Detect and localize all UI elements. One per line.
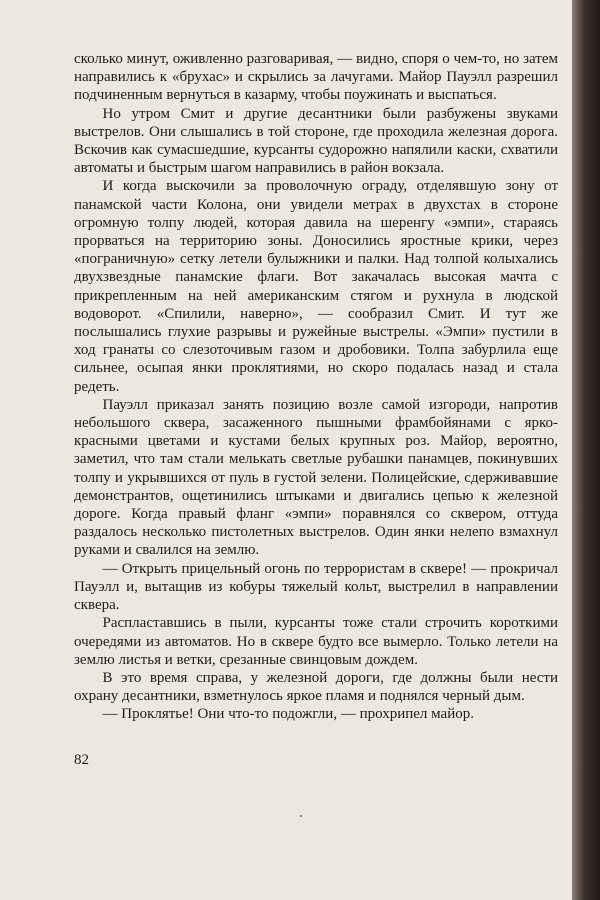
paragraph: И когда выскочили за проволочную ограду, отделявшую зону от панамской части Колона, они увидели метрах в двухстах в стороне огромную толпу людей, которая давила на шеренгу «эмпи», стараясь прорваться на территорию зоны. Доносились яростные крики, через «пограничную» сетку летели булыжники и палки. Над толпой колыхались двухзвездные панамские флаги. Вот закачалась высокая мачта с прикрепленным на ней американским стягом и рухнула в людской водоворот. «Спилили, наверно», — сообразил Смит. И тут же послышались глухие разрывы и ружейные выстрелы. «Эмпи» пустили в ход гранаты со слезоточивым газом и дробовики. Толпа забурлила еще сильнее, осыпая янки проклятиями, но скоро подалась назад и стала редеть. xyxy=(74,178,558,395)
paragraph: Пауэлл приказал занять позицию возле самой изгороди, напротив небольшого сквера, засаженного пышными фрамбойянами с ярко-красными цветами и кустами белых крупных роз. Майор, вероятно, заметил, что там стали мелькать светлые рубашки панамцев, покинувших толпу и укрывшихся от пуль в густой зелени. Полицейские, сдерживавшие демонстрантов, ощетинились штыками и двигались цепью к железной дороге. Когда правый фланг «эмпи» поравнялся со сквером, оттуда раздалось несколько пистолетных выстрелов. Один янки нелепо взмахнул руками и свалился на землю. xyxy=(74,396,558,559)
paragraph: Распластавшись в пыли, курсанты тоже стали строчить короткими очередями из автоматов. Но в сквере будто все вымерло. Только летели на землю листья и ветки, срезанные свинцовым дождем. xyxy=(74,615,558,668)
book-spine xyxy=(572,0,600,900)
paragraph: В это время справа, у железной дороги, где должны были нести охрану десантники, взметнулось яркое пламя и поднялся черный дым. xyxy=(74,669,558,705)
paragraph: — Открыть прицельный огонь по террористам в сквере! — прокричал Пауэлл и, вытащив из кобуры тяжелый кольт, выстрелил в направлении сквера. xyxy=(74,560,558,614)
paper-speck xyxy=(300,815,302,817)
paragraph: — Проклятье! Они что-то подожгли, — прохрипел майор. xyxy=(102,706,474,723)
body-text xyxy=(74,50,558,724)
page-number: 82 xyxy=(74,752,89,768)
paragraph: сколько минут, оживленно разговаривая, — видно, споря о чем-то, но затем направились к «брухас» и скрылись за лачугами. Майор Пауэлл разрешил подчиненным вернуться в казарму, чтобы поужинать и выспаться. xyxy=(74,51,558,104)
paragraph: Но утром Смит и другие десантники были разбужены звуками выстрелов. Они слышались в той стороне, где проходила железная дорога. Вскочив как сумасшедшие, курсанты судорожно напялили каски, схватили автоматы и быстрым шагом направились в район вокзала. xyxy=(74,105,558,177)
